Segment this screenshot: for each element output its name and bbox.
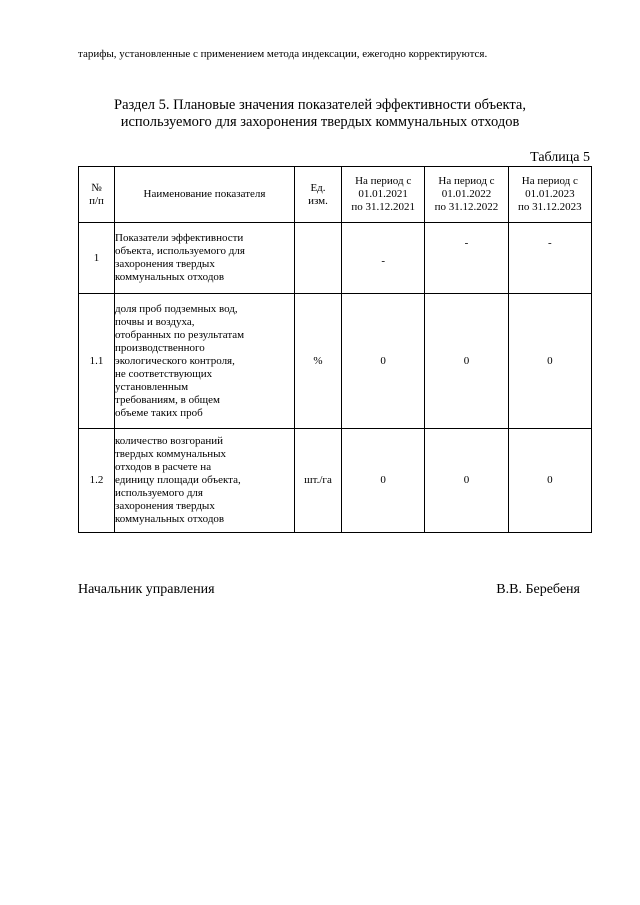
row-name-line: не соответствующих (115, 367, 213, 380)
header-period-line: по 31.12.2022 (434, 201, 499, 213)
row-value-2022: 0 (425, 294, 508, 429)
signature-name: В.В. Беребеня (496, 582, 580, 597)
row-value-2021: - (342, 223, 425, 294)
header-period-2021 (342, 167, 425, 223)
row-name-line: единицу площади объекта, (115, 474, 241, 486)
header-period-2023 (508, 167, 591, 223)
header-unit (295, 167, 342, 223)
row-name-line: отходов в расчете на (115, 461, 212, 473)
row-name-line: количество возгораний (115, 435, 224, 447)
section-title (78, 97, 562, 131)
row-name-line: Показатели эффективности (115, 232, 244, 244)
section-title-line-1: Раздел 5. Плановые значения показателей эффективности объекта, (114, 97, 526, 113)
table-row (79, 429, 592, 533)
row-value-2022: - (425, 223, 508, 294)
row-unit: % (295, 294, 342, 429)
row-value-2023: 0 (508, 294, 591, 429)
row-num: 1.2 (79, 429, 115, 533)
row-name-line: экологического контроля, (115, 354, 235, 367)
row-name-line: объекта, используемого для (115, 245, 245, 257)
row-name (115, 294, 295, 429)
row-value-2021: 0 (342, 429, 425, 533)
row-value-2023: 0 (508, 429, 591, 533)
header-period-line: На период с (438, 175, 495, 187)
header-period-line: по 31.12.2023 (518, 201, 582, 213)
header-unit-line: Ед. (310, 181, 326, 194)
header-name: Наименование показателя (115, 167, 295, 223)
table-row (79, 294, 592, 429)
row-name-line: коммунальных отходов (115, 271, 225, 283)
header-period-line: 01.01.2022 (441, 188, 492, 200)
header-num (79, 167, 115, 223)
signature-position: Начальник управления (78, 582, 215, 597)
header-unit-line: изм. (308, 194, 328, 207)
row-unit (295, 223, 342, 294)
table-row (79, 223, 592, 294)
row-name-line: отобранных по результатам (115, 328, 245, 341)
row-value-2022: 0 (425, 429, 508, 533)
row-value-2021: 0 (342, 294, 425, 429)
header-period-line: На период с (355, 175, 412, 187)
table-caption: Таблица 5 (530, 150, 590, 165)
row-name-line: захоронения твердых (115, 500, 215, 512)
indicators-table (78, 166, 592, 533)
section-title-line-2: используемого для захоронения твердых коммунальных отходов (120, 114, 520, 130)
header-period-line: по 31.12.2021 (351, 201, 415, 213)
row-num: 1 (79, 223, 115, 294)
row-name-line: производственного (115, 341, 205, 354)
row-name-line: доля проб подземных вод, (115, 302, 238, 315)
header-period-line: 01.01.2021 (358, 188, 408, 200)
row-value-2023: - (508, 223, 591, 294)
header-period-line: 01.01.2023 (525, 188, 575, 200)
row-name-line: коммунальных отходов (115, 513, 225, 525)
row-name-line: захоронения твердых (115, 258, 215, 270)
header-text: тарифы, установленные с применением метода индексации, ежегодно корректируются. (78, 48, 488, 60)
row-unit: шт./га (295, 429, 342, 533)
row-name-line: твердых коммунальных (115, 448, 227, 460)
header-num-line: № (91, 181, 102, 194)
row-name-line: почвы и воздуха, (115, 315, 195, 328)
row-name-line: объеме таких проб (115, 406, 203, 419)
row-name (115, 223, 295, 294)
row-name-line: используемого для (115, 487, 203, 499)
header-period-2022 (425, 167, 508, 223)
row-num: 1.1 (79, 294, 115, 429)
table-header-row (79, 167, 592, 223)
row-name (115, 429, 295, 533)
header-num-line: п/п (89, 194, 104, 207)
header-period-line: На период с (521, 175, 578, 187)
row-name-line: установленным (115, 380, 189, 393)
row-name-line: требованиям, в общем (115, 393, 220, 406)
